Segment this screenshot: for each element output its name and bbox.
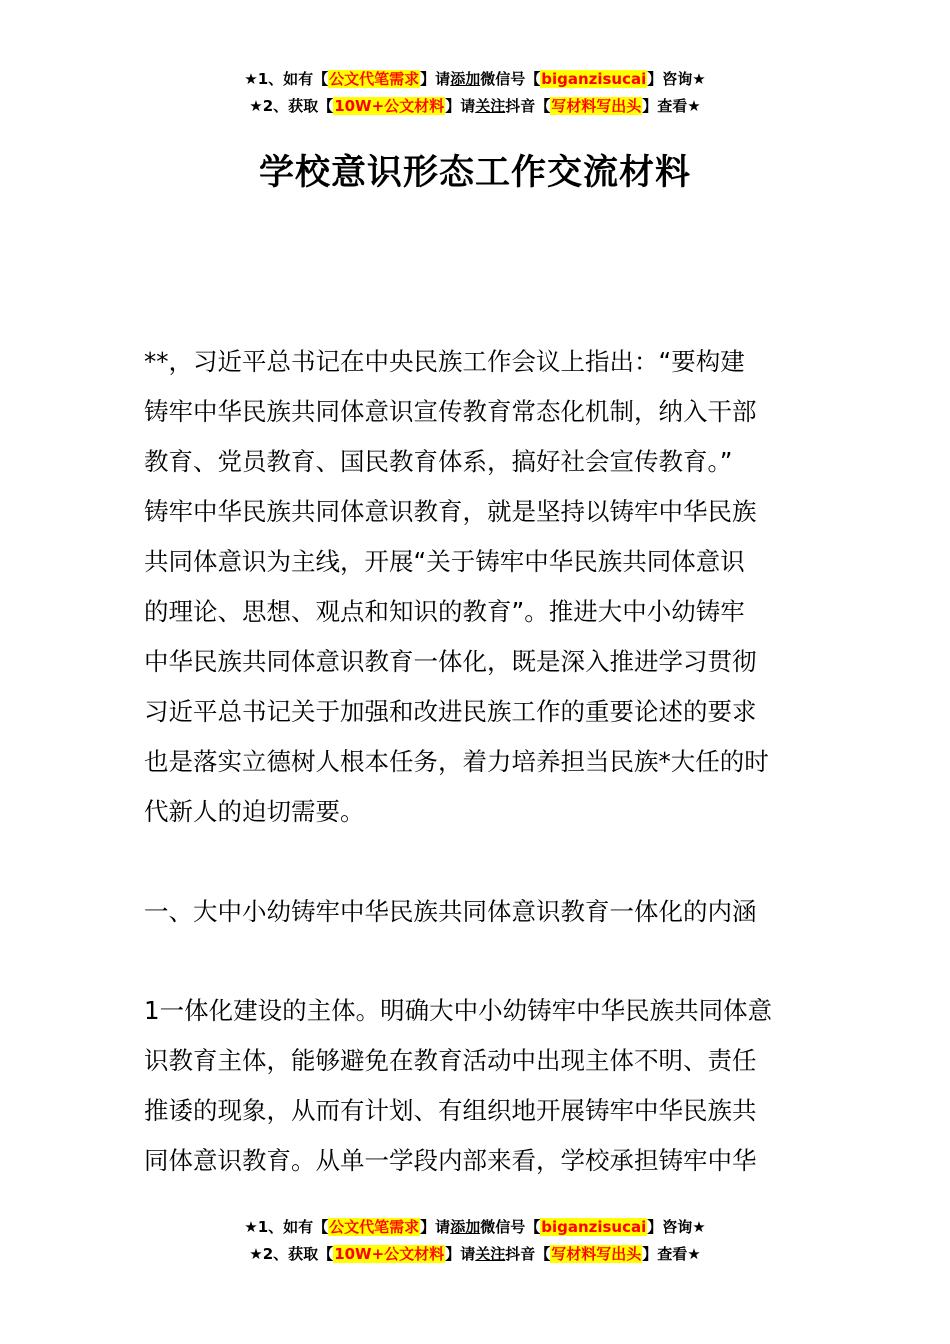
document-title: 学校意识形态工作交流材料 <box>258 153 691 193</box>
text-line: 代新人的迫切需要。 <box>144 797 365 826</box>
text-line: 同体意识教育。从单一学段内部来看，学校承担铸牢中华 <box>144 1146 757 1175</box>
text-line: 的理论、思想、观点和知识的教育”。推进大中小幼铸牢 <box>144 597 745 626</box>
banner-highlight: biganzisucai <box>541 70 647 88</box>
banner-line-1: ★1、如有【公文代笔需求】请添加微信号【biganzisucai】咨询★ <box>244 70 706 88</box>
banner-highlight: biganzisucai <box>541 1218 647 1236</box>
text-line: 共同体意识为主线，开展“关于铸牢中华民族共同体意识 <box>144 547 745 576</box>
text-line: **，习近平总书记在中央民族工作会议上指出：“要构建 <box>144 347 745 376</box>
text-line: 铸牢中华民族共同体意识宣传教育常态化机制，纳入干部 <box>144 397 757 426</box>
paragraph-1 <box>144 337 814 837</box>
top-banner <box>0 66 950 120</box>
banner-line-2: ★2、获取【10W+公文材料】请关注抖音【写材料写出头】查看★ <box>249 1245 701 1263</box>
banner-highlight: 写材料写出头 <box>551 97 642 115</box>
banner-highlight: 公文代笔需求 <box>329 70 420 88</box>
text-line: 铸牢中华民族共同体意识教育，就是坚持以铸牢中华民族 <box>144 497 757 526</box>
section-heading-1 <box>144 887 814 937</box>
banner-line-1: ★1、如有【公文代笔需求】请添加微信号【biganzisucai】咨询★ <box>244 1218 706 1236</box>
text-line: 推诿的现象，从而有计划、有组织地开展铸牢中华民族共 <box>144 1096 757 1125</box>
bottom-banner <box>0 1214 950 1268</box>
banner-highlight: 公文代笔需求 <box>329 1218 420 1236</box>
paragraph-2 <box>144 986 814 1186</box>
heading-text: 一、大中小幼铸牢中华民族共同体意识教育一体化的内涵 <box>144 897 757 926</box>
text-line: 习近平总书记关于加强和改进民族工作的重要论述的要求 <box>144 697 757 726</box>
text-line: 也是落实立德树人根本任务，着力培养担当民族*大任的时 <box>144 747 769 776</box>
banner-highlight: 写材料写出头 <box>551 1245 642 1263</box>
banner-line-2: ★2、获取【10W+公文材料】请关注抖音【写材料写出头】查看★ <box>249 97 701 115</box>
banner-highlight: 10W+公文材料 <box>334 97 445 115</box>
text-line: 1一体化建设的主体。明确大中小幼铸牢中华民族共同体意 <box>144 996 773 1025</box>
text-line: 中华民族共同体意识教育一体化，既是深入推进学习贯彻 <box>144 647 757 676</box>
banner-highlight: 10W+公文材料 <box>334 1245 445 1263</box>
text-line: 识教育主体，能够避免在教育活动中出现主体不明、责任 <box>144 1046 757 1075</box>
text-line: 教育、党员教育、国民教育体系，搞好社会宣传教育。” <box>144 447 733 476</box>
